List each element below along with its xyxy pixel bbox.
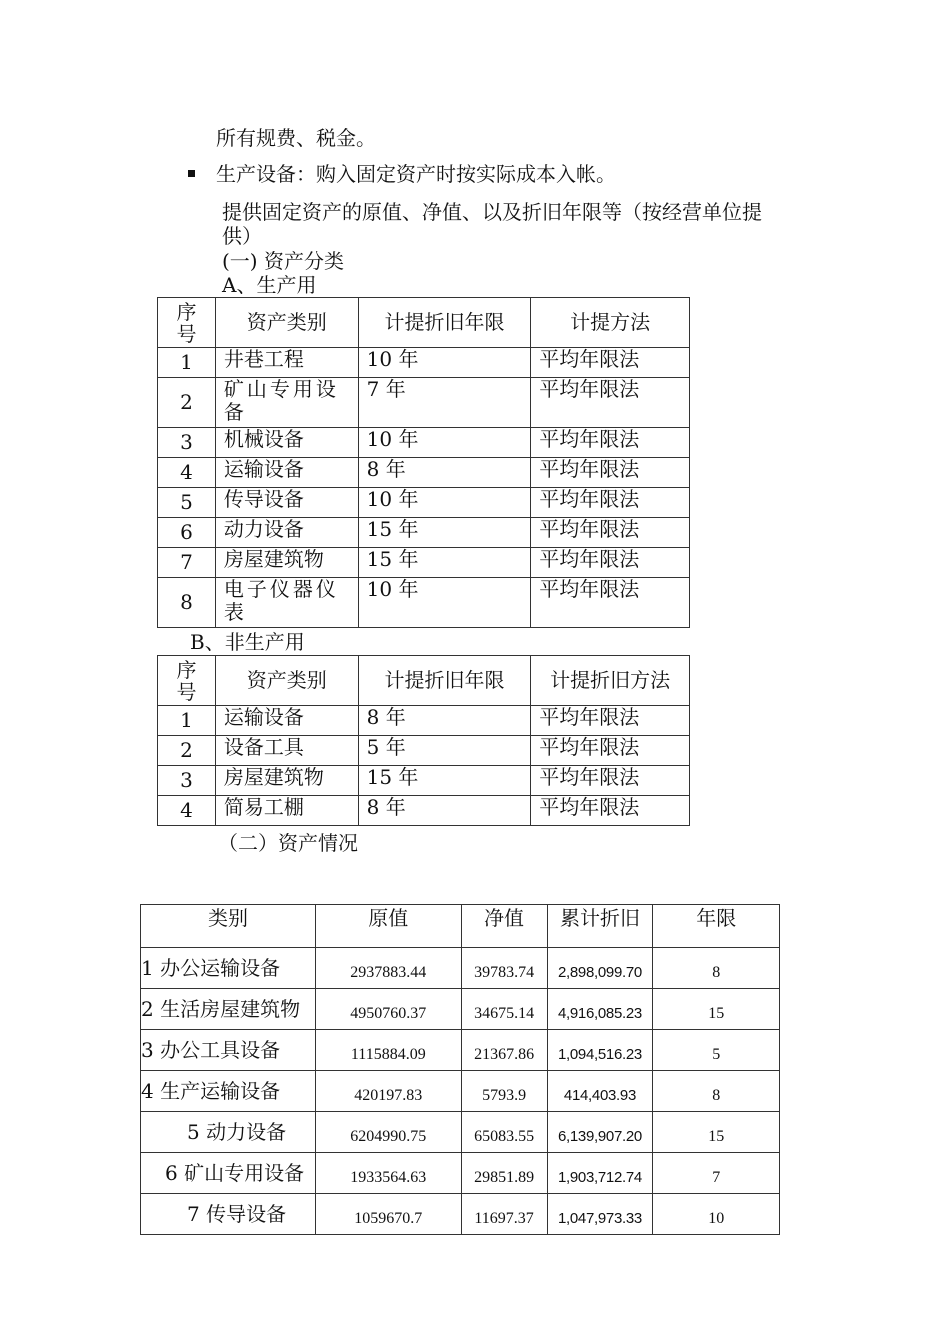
header-no: 序 号 — [158, 656, 216, 706]
cell-method: 平均年限法 — [531, 578, 690, 628]
cell-no: 6 — [158, 518, 216, 548]
cell-method: 平均年限法 — [531, 796, 690, 826]
table-row — [141, 948, 780, 989]
table-row — [158, 578, 690, 628]
cell-original-value: 4950760.37 — [315, 989, 461, 1030]
section-heading-asset-status: （二）资产情况 — [218, 831, 358, 855]
cell-net-value: 65083.55 — [461, 1112, 547, 1153]
cell-category: 2 生活房屋建筑物 — [141, 989, 316, 1030]
cell-no: 1 — [158, 348, 216, 378]
cell-method: 平均年限法 — [531, 706, 690, 736]
cell-accumulated-depreciation: 1,047,973.33 — [547, 1194, 653, 1235]
cell-method: 平均年限法 — [531, 348, 690, 378]
cell-method: 平均年限法 — [531, 378, 690, 428]
cell-no: 2 — [158, 378, 216, 428]
cell-no: 4 — [158, 458, 216, 488]
header-no: 序 号 — [158, 298, 216, 348]
cell-category: 井巷工程 — [215, 348, 358, 378]
cell-category: 传导设备 — [215, 488, 358, 518]
cell-years: 5 年 — [358, 736, 531, 766]
para-line-2: 供） — [222, 224, 262, 248]
cell-years: 15 — [653, 1112, 780, 1153]
header-method: 计提方法 — [531, 298, 690, 348]
cell-no: 2 — [158, 736, 216, 766]
table-row — [158, 706, 690, 736]
cell-category: 3 办公工具设备 — [141, 1030, 316, 1071]
table-row — [141, 1153, 780, 1194]
cell-category: 1 办公运输设备 — [141, 948, 316, 989]
cell-no: 7 — [158, 548, 216, 578]
cell-no: 3 — [158, 766, 216, 796]
cell-method: 平均年限法 — [531, 488, 690, 518]
cell-no: 4 — [158, 796, 216, 826]
cell-net-value: 34675.14 — [461, 989, 547, 1030]
cell-category: 动力设备 — [215, 518, 358, 548]
cell-accumulated-depreciation: 6,139,907.20 — [547, 1112, 653, 1153]
cell-years: 15 年 — [358, 518, 531, 548]
cell-category: 机械设备 — [215, 428, 358, 458]
table-row — [158, 348, 690, 378]
cell-years: 10 年 — [358, 348, 531, 378]
table-row — [158, 736, 690, 766]
table-row — [141, 1112, 780, 1153]
cell-category: 房屋建筑物 — [215, 548, 358, 578]
cell-no: 1 — [158, 706, 216, 736]
section-heading-asset-classification: (一) 资产分类 — [222, 249, 344, 273]
cell-no: 5 — [158, 488, 216, 518]
cell-accumulated-depreciation: 4,916,085.23 — [547, 989, 653, 1030]
cell-years: 10 年 — [358, 578, 531, 628]
cell-original-value: 1115884.09 — [315, 1030, 461, 1071]
table-row — [158, 428, 690, 458]
table-header-row — [158, 298, 690, 348]
cell-net-value: 29851.89 — [461, 1153, 547, 1194]
cell-original-value: 1933564.63 — [315, 1153, 461, 1194]
table-row — [141, 1071, 780, 1112]
cell-accumulated-depreciation: 1,903,712.74 — [547, 1153, 653, 1194]
cell-category: 4 生产运输设备 — [141, 1071, 316, 1112]
cell-original-value: 2937883.44 — [315, 948, 461, 989]
table-production-assets — [157, 297, 690, 628]
cell-years: 8 年 — [358, 796, 531, 826]
cell-method: 平均年限法 — [531, 458, 690, 488]
cell-accumulated-depreciation: 414,403.93 — [547, 1071, 653, 1112]
cell-years: 10 年 — [358, 428, 531, 458]
subheading-non-production: B、非生产用 — [190, 630, 305, 654]
cell-years: 5 — [653, 1030, 780, 1071]
cell-category: 运输设备 — [215, 458, 358, 488]
cell-method: 平均年限法 — [531, 766, 690, 796]
bullet-square-icon — [188, 170, 195, 177]
cell-category: 电子仪器仪 表 — [215, 578, 358, 628]
table-row — [158, 548, 690, 578]
header-method: 计提折旧方法 — [531, 656, 690, 706]
cell-accumulated-depreciation: 1,094,516.23 — [547, 1030, 653, 1071]
cell-category: 6 矿山专用设备 — [141, 1153, 316, 1194]
table-row — [141, 1194, 780, 1235]
header-accumulated-depreciation: 累计折旧 — [547, 905, 653, 948]
cell-category: 5 动力设备 — [141, 1112, 316, 1153]
cell-years: 7 年 — [358, 378, 531, 428]
cell-method: 平均年限法 — [531, 518, 690, 548]
cell-net-value: 11697.37 — [461, 1194, 547, 1235]
table-row — [158, 518, 690, 548]
cell-years: 8 年 — [358, 706, 531, 736]
table-row — [158, 488, 690, 518]
cell-category: 简易工棚 — [215, 796, 358, 826]
cell-category: 设备工具 — [215, 736, 358, 766]
para-line-1: 提供固定资产的原值、净值、以及折旧年限等（按经营单位提 — [222, 200, 762, 224]
table-header-row — [158, 656, 690, 706]
cell-years: 10 年 — [358, 488, 531, 518]
header-years: 年限 — [653, 905, 780, 948]
table-non-production-assets — [157, 655, 690, 826]
table-row — [141, 1030, 780, 1071]
cell-category: 7 传导设备 — [141, 1194, 316, 1235]
header-years: 计提折旧年限 — [358, 656, 531, 706]
cell-years: 8 — [653, 1071, 780, 1112]
cell-years: 10 — [653, 1194, 780, 1235]
cell-no: 3 — [158, 428, 216, 458]
cell-original-value: 420197.83 — [315, 1071, 461, 1112]
header-category: 类别 — [141, 905, 316, 948]
subheading-production: A、生产用 — [222, 273, 317, 297]
intro-line-fees: 所有规费、税金。 — [216, 126, 376, 150]
header-net-value: 净值 — [461, 905, 547, 948]
table-header-row — [141, 905, 780, 948]
cell-net-value: 39783.74 — [461, 948, 547, 989]
cell-category: 矿山专用设 备 — [215, 378, 358, 428]
header-original-value: 原值 — [315, 905, 461, 948]
cell-category: 运输设备 — [215, 706, 358, 736]
table-row — [158, 796, 690, 826]
cell-original-value: 6204990.75 — [315, 1112, 461, 1153]
table-row — [158, 378, 690, 428]
header-category: 资产类别 — [215, 298, 358, 348]
bullet-item-production-equipment: 生产设备：购入固定资产时按实际成本入帐。 — [216, 162, 616, 186]
cell-net-value: 5793.9 — [461, 1071, 547, 1112]
cell-years: 15 年 — [358, 548, 531, 578]
cell-net-value: 21367.86 — [461, 1030, 547, 1071]
cell-years: 8 年 — [358, 458, 531, 488]
cell-years: 8 — [653, 948, 780, 989]
cell-original-value: 1059670.7 — [315, 1194, 461, 1235]
header-category: 资产类别 — [215, 656, 358, 706]
cell-years: 15 — [653, 989, 780, 1030]
cell-method: 平均年限法 — [531, 736, 690, 766]
cell-category: 房屋建筑物 — [215, 766, 358, 796]
table-row — [158, 458, 690, 488]
cell-years: 15 年 — [358, 766, 531, 796]
table-row — [141, 989, 780, 1030]
header-years: 计提折旧年限 — [358, 298, 531, 348]
cell-method: 平均年限法 — [531, 428, 690, 458]
table-row — [158, 766, 690, 796]
cell-years: 7 — [653, 1153, 780, 1194]
cell-no: 8 — [158, 578, 216, 628]
table-asset-status — [140, 904, 780, 1235]
cell-method: 平均年限法 — [531, 548, 690, 578]
cell-accumulated-depreciation: 2,898,099.70 — [547, 948, 653, 989]
